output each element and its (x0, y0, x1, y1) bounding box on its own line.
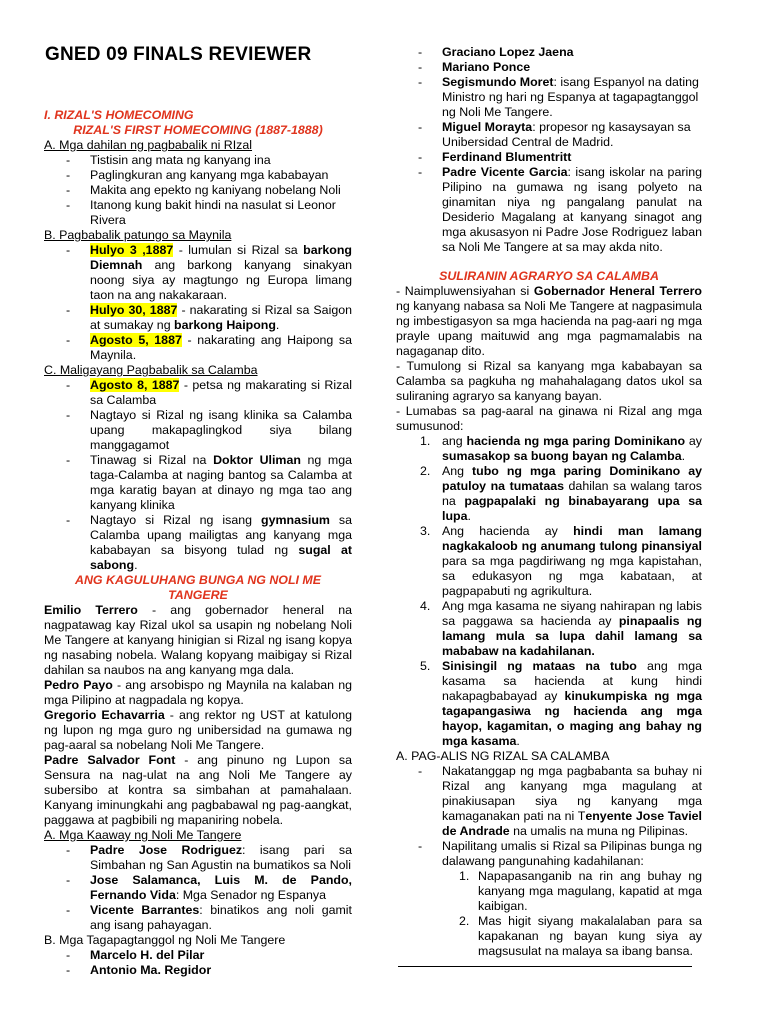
text: . (275, 318, 280, 332)
left-column (44, 0, 352, 978)
list-item (396, 150, 702, 165)
list-item (44, 303, 352, 333)
subheading-first-homecoming: RIZAL'S FIRST HOMECOMING (1887-1888) (73, 123, 323, 137)
bold-text: Padre Salvador Font (44, 753, 176, 767)
text: : propesor ng kasaysayan sa Unibersidad Central de Madrid. (442, 120, 691, 149)
bold-text: Miguel Morayta (442, 120, 533, 134)
text: ng kanyang nabasa sa Noli Me Tangere at nagpasimula ng imbestigasyon sa mga hacienda na pag-aari ng mga prayle upang maituwid ang mga pagmamalabis na nagaganap dito. (396, 299, 702, 358)
list-item: - Tistisin ang mata ng kanyang ina (44, 153, 352, 168)
text: ay (685, 434, 702, 448)
label-leaving-calamba: A. PAG-ALIS NG RIZAL SA CALAMBA (396, 749, 610, 763)
list-item (44, 378, 352, 408)
bold-text: hindi man lamang nagkakaloob ng anumang tulong pinansiyal (442, 524, 702, 553)
text: Nagtayo si Rizal ng isang (90, 513, 262, 527)
list-item (396, 45, 702, 60)
text: ang mga kasama sa hacienda at kung hindi nakapagbabayad ay (442, 659, 703, 703)
date-highlight: Agosto 5, 1887 (90, 333, 182, 347)
item-number: 1. (420, 434, 431, 448)
text: Tinawag si Rizal na (90, 453, 214, 467)
bold-text: barkong Haipong (174, 318, 276, 332)
text: : Mga Senador ng Espanya (175, 888, 327, 902)
text: . (516, 734, 520, 748)
date-highlight: Hulyo 3 ,1887 (90, 243, 174, 257)
text: ng mga taga-Calamba at naging bantog sa Calamba at mga karatig bayan at dinayo ng mga tao ang kanyang klinika (90, 453, 352, 512)
item-number: 5. (420, 659, 431, 673)
list-item (44, 903, 352, 933)
text: - ang arsobispo ng Maynila na kalaban ng mga Pilipino at nagpadala ng kopya. (44, 678, 352, 707)
bold-text: Sinisingil ng mataas na tubo (442, 659, 637, 673)
text: na umalis na muna ng Pilipinas. (509, 824, 689, 838)
bold-text: Jose Salamanca, Luis M. de Pando, Fernando Vida (90, 873, 352, 902)
label-defenders: B. Mga Tagapagtanggol ng Noli Me Tangere (44, 933, 286, 947)
text: Ang mga kasama ne siyang nahirapan ng labis sa paggawa sa hacienda ay (442, 599, 702, 628)
date-highlight: Agosto 8, 1887 (90, 378, 180, 392)
text: - ang pinuno ng Lupon sa Sensura na nag-ulat na ang Noli Me Tangere ay subersibo at kontra sa simbahan at pamahalaan. Kanyang iminungkahi ang pagbabawal ng pag-aangkat, paggawa at pagbibili ng mapaniring nobela. (44, 753, 352, 827)
right-column (396, 0, 702, 967)
item-number: 4. (420, 599, 431, 613)
numbered-item (396, 464, 702, 524)
label-reasons: A. Mga dahilan ng pagbabalik ni RIzal (44, 138, 253, 152)
text: . (681, 449, 686, 463)
text: . (134, 558, 138, 572)
bold-text: Padre Vicente Garcia (442, 165, 568, 179)
list-item: - Napilitang umalis si Rizal sa Pilipinas bunga ng dalawang pangunahing kadahilanan: (396, 839, 702, 869)
bold-text: pagpapalaki ng binabayarang upa sa lupa (442, 494, 702, 523)
bold-text: barkong Diemnah (90, 243, 353, 272)
bold-text: Padre Jose Rodriguez (90, 843, 243, 857)
bold-text: gymnasium (261, 513, 330, 527)
list-item (44, 453, 352, 513)
numbered-item (396, 659, 702, 749)
item-number: 2. (420, 464, 431, 478)
text: : binatikos ang noli gamit ang isang pahayagan. (90, 903, 352, 932)
bold-text: enyente Jose Taviel de Andrade (442, 809, 702, 838)
bold-text: Segismundo Moret (442, 75, 554, 89)
list-item: - Makita ang epekto ng kaniyang nobelang Noli (44, 183, 352, 198)
paragraph (44, 678, 352, 708)
list-item (396, 120, 702, 150)
text: sa Calamba upang mailigtas ang kanyang mga kababayan sa bisyong tulad ng (90, 513, 352, 557)
bold-text: Doktor Uliman (213, 453, 301, 467)
text: - nakarating si Rizal sa Saigon at sumakay ng (90, 303, 352, 332)
text: Ang (442, 464, 473, 478)
list-item: - Itanong kung bakit hindi na nasulat si Leonor Rivera (44, 198, 352, 228)
bold-text: Ferdinand Blumentritt (442, 150, 572, 164)
list-item (396, 75, 702, 120)
label-enemies: A. Mga Kaaway ng Noli Me Tangere (44, 828, 242, 842)
text: ang (442, 434, 467, 448)
list-item (44, 513, 352, 573)
bold-text: Gregorio Echavarria (44, 708, 165, 722)
text: Ang hacienda ay (442, 524, 574, 538)
bold-text: sugal at sabong (90, 543, 352, 572)
list-item (44, 873, 352, 903)
paragraph (44, 708, 352, 753)
list-item (44, 243, 352, 303)
text: Nakatanggap ng mga pagbabanta sa buhay ni Rizal ang kanyang mga magulang at pinakiusapan siya ng kanyang mga kamaganakan pati na ni T (442, 764, 702, 823)
bold-text: hacienda ng mga paring Dominikano (466, 434, 686, 448)
list-item (44, 948, 352, 963)
text: - Naimpluwensiyahan si (396, 284, 534, 298)
text: Mas higit siyang makalalaban para sa kapakanan ng bayan kung siya ay magsusulat na malaya sa ibang bansa. (478, 914, 702, 958)
bold-text: Marcelo H. del Pilar (90, 948, 205, 962)
list-item (44, 843, 352, 873)
bold-text: sumasakop sa buong bayan ng Calamba (442, 449, 682, 463)
paragraph (44, 753, 352, 828)
text: - ang gobernador heneral na nagpatawag kay Rizal ukol sa usapin ng nobelang Noli Me Tangere at kanyang hinigian si Rizal ng isang kopya ng nasabing nobela. Walang kopyang maibigay si Rizal dahilan sa naubos na ang kanyang mga dala. (44, 603, 352, 677)
list-item (44, 963, 352, 978)
bold-text: Gobernador Heneral Terrero (533, 284, 702, 298)
bold-text: kinukumpiska ng mga tagapangasiwa ng hacienda ang mga hayop, kagamitan, o maging ang bahay ng mga kasama (442, 689, 702, 748)
section-heading-kaguluhan: ANG KAGULUHANG BUNGA NG NOLI ME TANGERE (75, 573, 321, 602)
bold-text: Emilio Terrero (44, 603, 138, 617)
numbered-item (396, 599, 702, 659)
text: ang barkong kanyang sinakyan noong siya ay magtungo ng Europa limang taon na ang nakakaraan. (90, 258, 352, 302)
list-item (396, 165, 702, 255)
paragraph (396, 284, 702, 359)
paragraph: - Tumulong si Rizal sa kanyang mga kababayan sa Calamba sa pagkuha ng mahahalagang datos ukol sa suliraning agraryo sa kanyang bayan. (396, 359, 702, 403)
document-title: GNED 09 FINALS REVIEWER (45, 44, 312, 65)
text: - petsa ng makarating si Rizal sa Calamba (90, 378, 352, 407)
numbered-item (396, 434, 702, 464)
section-heading-agraryo: SULIRANIN AGRARYO SA CALAMBA (439, 269, 659, 283)
list-item (44, 333, 352, 363)
item-number: 1. (459, 869, 470, 883)
paragraph: - Lumabas sa pag-aaral na ginawa ni Rizal ang mga sumusunod: (396, 404, 702, 433)
bold-text: pinapaalis ng lamang mula sa lupa dahil lamang sa mababaw na kadahilanan. (442, 614, 702, 658)
bold-text: Mariano Ponce (442, 60, 531, 74)
text: . (467, 509, 471, 523)
paragraph (44, 603, 352, 678)
numbered-item (396, 524, 702, 599)
list-item (396, 764, 702, 839)
label-return-manila: B. Pagbabalik patungo sa Maynila (44, 228, 232, 242)
text: : isang iskolar na paring Pilipino na gumawa ng isang polyeto na ginamitan niya ng pangalang panulat na Desiderio Magalang at kanyang sinagot ang mga akusasyon ni Padre Jose Rodriguez laban sa Noli Me Tangere at sa may akda nito. (442, 165, 702, 254)
text: - nakarating ang Haipong sa Maynila. (90, 333, 352, 362)
bold-text: Pedro Payo (44, 678, 113, 692)
bold-text: tubo ng mga paring Dominikano ay patuloy na tumataas (442, 464, 702, 493)
text: : isang Espanyol na dating Ministro ng hari ng Espanya at tagapagtanggol ng Noli Me Tangere. (442, 75, 699, 119)
text: para sa mga pagdiriwang ng mga kapistahan, sa edukasyon ng mga kabataan, at pagpapabuti ng agrikultura. (442, 554, 702, 598)
item-number: 2. (459, 914, 470, 928)
list-item: - Nagtayo si Rizal ng isang klinika sa Calamba upang makapaglingkod siya bilang manggagamot (44, 408, 352, 453)
text: : isang pari sa Simbahan ng San Agustin na bumatikos sa Noli (90, 843, 353, 872)
text: - lumulan si Rizal sa (173, 243, 304, 257)
date-highlight: Hulyo 30, 1887 (90, 303, 178, 317)
text: dahilan sa walang taros na (442, 479, 702, 508)
bold-text: Vicente Barrantes (90, 903, 200, 917)
numbered-subitem (396, 869, 702, 914)
item-number: 3. (420, 524, 431, 538)
list-item: - Paglingkuran ang kanyang mga kababayan (44, 168, 352, 183)
bold-text: Graciano Lopez Jaena (442, 45, 574, 59)
bold-text: Antonio Ma. Regidor (90, 963, 212, 977)
label-calamba: C. Maligayang Pagbabalik sa Calamba (44, 363, 258, 377)
section-heading-homecoming: I. RIZAL'S HOMECOMING (44, 108, 194, 122)
list-item (396, 60, 702, 75)
text: - ang rektor ng UST at katulong ng lupon ng mga guro ng unibersidad na gumawa ng pag-aaral sa nobelang Noli Me Tangere. (44, 708, 353, 752)
numbered-subitem (396, 914, 702, 959)
divider-line (398, 965, 692, 967)
text: Napapasanganib na rin ang buhay ng kanyang mga magulang, kapatid at mga kaibigan. (478, 869, 702, 913)
